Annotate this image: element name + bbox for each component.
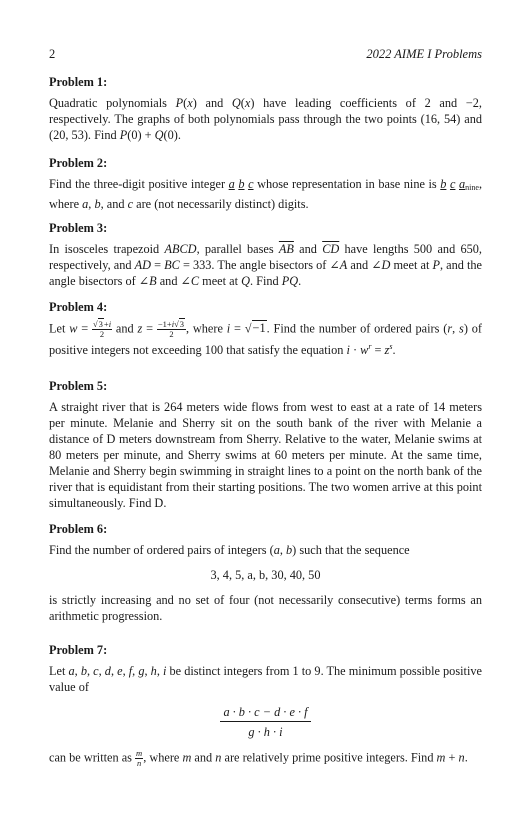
- problem-2: [49, 155, 482, 212]
- problem-3: [49, 220, 482, 289]
- problem-body: Let a, b, c, d, e, f, g, h, i be distinct integers from 1 to 9. The minimum possible positive value of: [49, 664, 482, 694]
- problem-6: [49, 521, 482, 624]
- problem-heading: Problem 3:: [49, 221, 108, 235]
- problem-7: [49, 642, 482, 768]
- problem-1: [49, 74, 482, 143]
- fraction-display: $\frac{a \cdot b \cdot c - d \cdot e \cdot f}{g \cdot h \cdot i}$: [49, 704, 482, 740]
- problem-body: A straight river that is 264 meters wide flows from west to east at a rate of 14 meters per minute. Melanie and Sherry sit on the south bank of the river with Melanie a distance of D meters downstream from Sherry. Relative to the water, Melanie swims at 80 meters per minute, and Sherry swims at 60 meters per minute. At the same time, Melanie and Sherry begin swimming in straight lines to a point on the north bank of the river that is equidistant from their starting positions. The two women arrive at this point simultaneously. Find D.: [49, 400, 482, 510]
- problem-body: Quadratic polynomials P(x) and Q(x) have leading coefficients of 2 and −2, respectively. The graphs of both polynomials pass through the two points (16, 54) and (20, 53). Find P(0) + Q(0).: [49, 96, 482, 142]
- problem-body-continued: is strictly increasing and no set of four (not necessarily consecutive) terms forms an arithmetic progression.: [49, 593, 482, 623]
- problem-body-continued: can be written as $\frac{m}{n}$ , where m and n are relatively prime positive integers. Find m + n.: [49, 748, 468, 768]
- problem-heading: Problem 5:: [49, 379, 108, 393]
- problem-5: [49, 378, 482, 511]
- problem-body: Find the number of ordered pairs of integers (a, b) such that the sequence: [49, 543, 410, 557]
- document-title: 2022 AIME I Problems: [366, 47, 482, 61]
- problem-heading: Problem 6:: [49, 522, 108, 536]
- problem-4: [49, 299, 482, 358]
- page-header: [49, 47, 482, 63]
- problem-heading: Problem 4:: [49, 300, 108, 314]
- problem-body: Find the three-digit positive integer a b c whose representation in base nine is b c $a_{nine}$, where a, b, and c are (not necessarily distinct) digits.: [49, 177, 483, 211]
- problem-heading: Problem 7:: [49, 643, 108, 657]
- sequence-display: 3, 4, 5, a, b, 30, 40, 50: [210, 568, 321, 582]
- page-number: 2: [49, 47, 56, 61]
- problem-heading: Problem 1:: [49, 75, 108, 89]
- problem-heading: Problem 2:: [49, 156, 108, 170]
- problem-body: Let w = $\frac{√3+i}{2}$ and z = $\frac{-1+i√3}{2}$ , where i = √−1. Find the number of ordered pairs (r, s) of positive integers not exceeding 100 that satisfy the equation $i \cdot w^r = z^s$.: [49, 319, 483, 357]
- problem-body: In isosceles trapezoid ABCD, parallel bases $\overline{AB}$ and $\overline{CD}$ have lengths 500 and 650, respectively, and AD = BC = 333. The angle bisectors of ∠A and ∠D meet at P, and the angle bisectors of ∠B and ∠C meet at Q. Find PQ.: [49, 242, 482, 288]
